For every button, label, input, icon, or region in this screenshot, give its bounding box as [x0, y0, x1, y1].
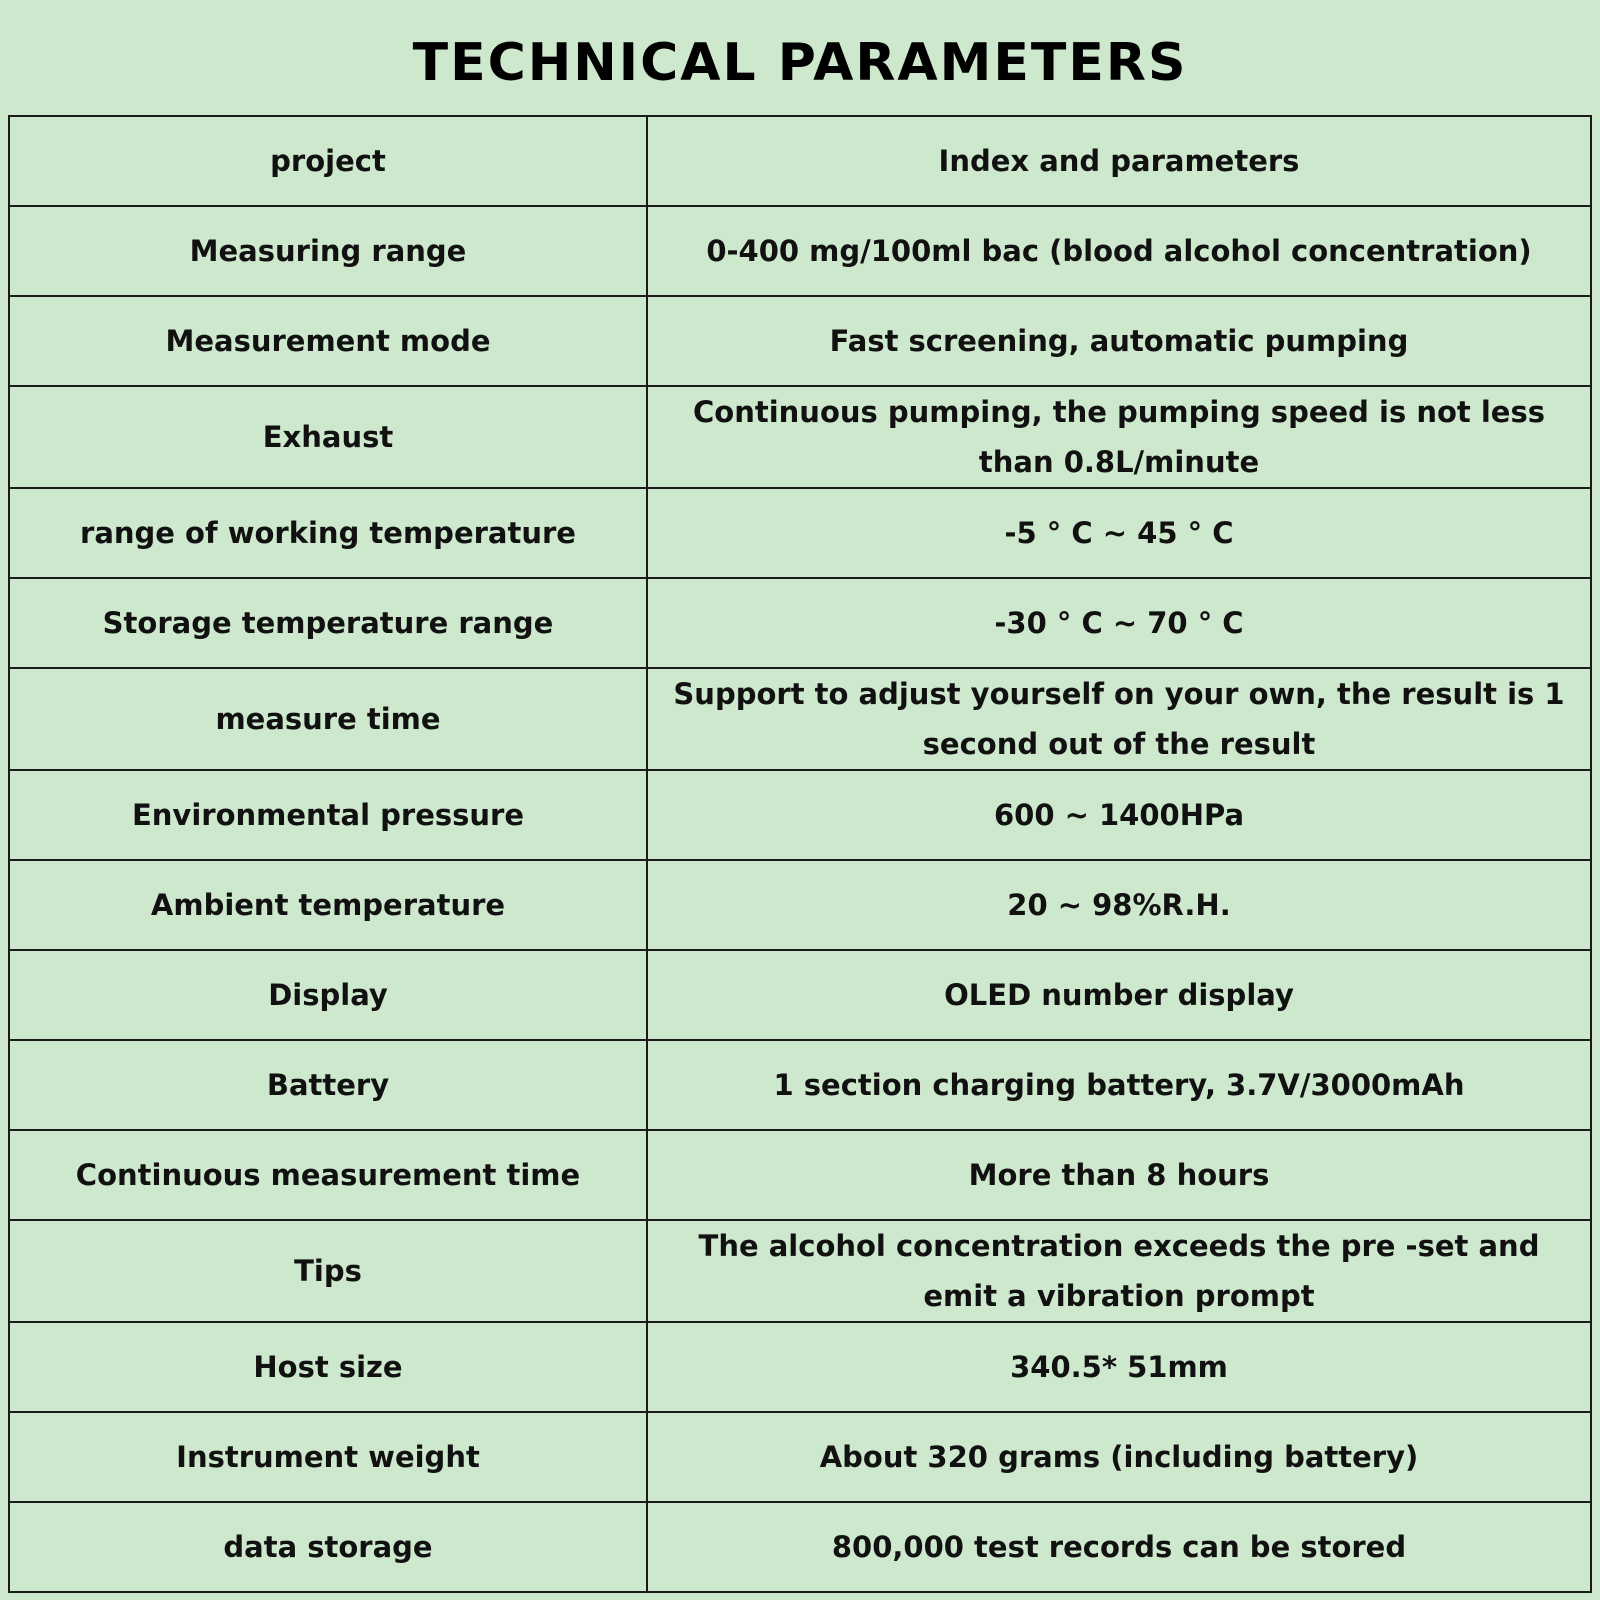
parameter-name: measure time [9, 668, 647, 770]
table-row [9, 116, 1591, 206]
parameters-table [8, 115, 1592, 1593]
parameter-name: Measuring range [9, 206, 647, 296]
parameter-value: Index and parameters [647, 116, 1591, 206]
table-row [9, 578, 1591, 668]
table-row [9, 770, 1591, 860]
parameter-name: Measurement mode [9, 296, 647, 386]
table-row [9, 1322, 1591, 1412]
parameter-name: Host size [9, 1322, 647, 1412]
table-row [9, 1412, 1591, 1502]
parameter-value: OLED number display [647, 950, 1591, 1040]
parameter-name: Tips [9, 1220, 647, 1322]
table-row [9, 206, 1591, 296]
parameter-name: Display [9, 950, 647, 1040]
parameter-value: 20 ~ 98%R.H. [647, 860, 1591, 950]
parameter-value: 800,000 test records can be stored [647, 1502, 1591, 1592]
parameter-value: -30 ° C ~ 70 ° C [647, 578, 1591, 668]
table-row [9, 296, 1591, 386]
parameter-value: Support to adjust yourself on your own, the result is 1 second out of the result [647, 668, 1591, 770]
parameter-name: Storage temperature range [9, 578, 647, 668]
parameter-value: 0-400 mg/100ml bac (blood alcohol concentration) [647, 206, 1591, 296]
table-row [9, 386, 1591, 488]
parameter-value: 600 ~ 1400HPa [647, 770, 1591, 860]
parameter-value: Continuous pumping, the pumping speed is not less than 0.8L/minute [647, 386, 1591, 488]
parameter-name: project [9, 116, 647, 206]
parameter-name: Battery [9, 1040, 647, 1130]
parameter-name: Exhaust [9, 386, 647, 488]
table-row [9, 1130, 1591, 1220]
parameter-name: Instrument weight [9, 1412, 647, 1502]
parameter-name: Continuous measurement time [9, 1130, 647, 1220]
parameter-name: Environmental pressure [9, 770, 647, 860]
table-row [9, 860, 1591, 950]
parameter-value: -5 ° C ~ 45 ° C [647, 488, 1591, 578]
table-row [9, 488, 1591, 578]
parameter-value: More than 8 hours [647, 1130, 1591, 1220]
parameter-value: The alcohol concentration exceeds the pre -set and emit a vibration prompt [647, 1220, 1591, 1322]
parameter-name: range of working temperature [9, 488, 647, 578]
parameter-value: Fast screening, automatic pumping [647, 296, 1591, 386]
parameter-value: About 320 grams (including battery) [647, 1412, 1591, 1502]
parameter-value: 340.5* 51mm [647, 1322, 1591, 1412]
table-row [9, 668, 1591, 770]
parameter-name: data storage [9, 1502, 647, 1592]
page-title: TECHNICAL PARAMETERS [412, 33, 1188, 93]
parameter-name: Ambient temperature [9, 860, 647, 950]
table-row [9, 950, 1591, 1040]
table-row [9, 1502, 1591, 1592]
table-row [9, 1040, 1591, 1130]
table-row [9, 1220, 1591, 1322]
parameter-value: 1 section charging battery, 3.7V/3000mAh [647, 1040, 1591, 1130]
